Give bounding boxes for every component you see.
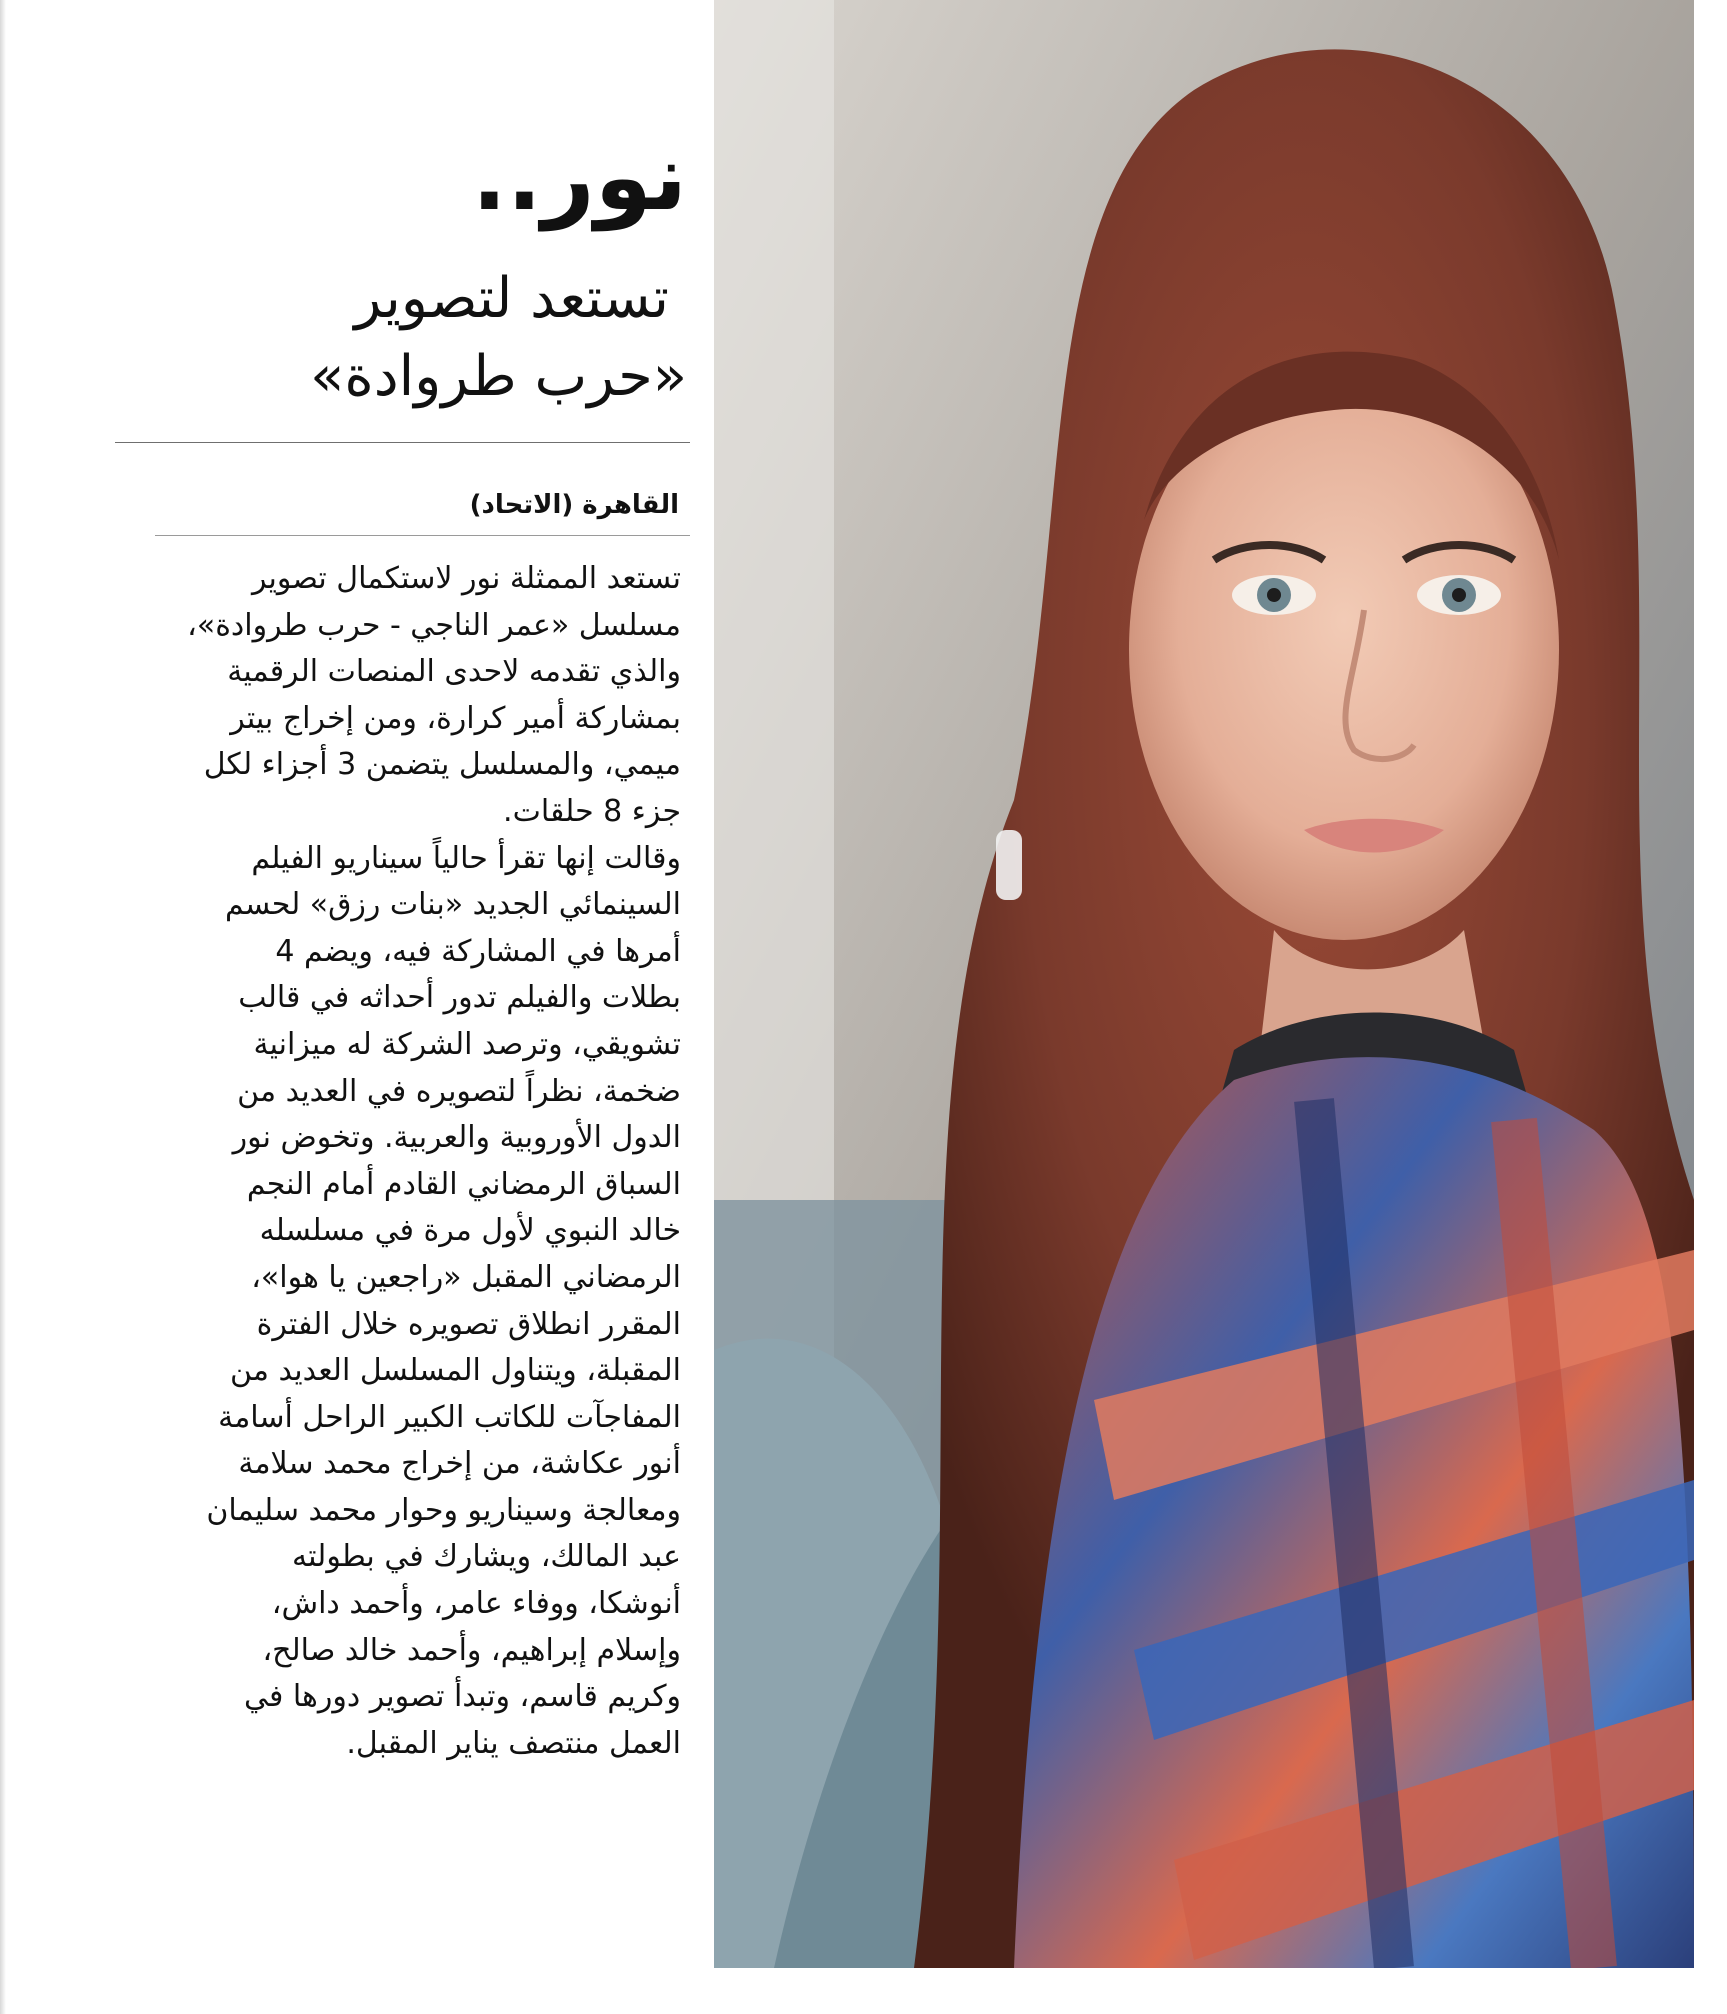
- body-line: مسلسل «عمر الناجي - حرب طروادة»،: [187, 607, 681, 643]
- body-line: ميمي، والمسلسل يتضمن 3 أجزاء لكل: [203, 747, 681, 783]
- body-line: جزء 8 حلقات.: [503, 793, 681, 829]
- body-line: وقالت إنها تقرأ حالياً سيناريو الفيلم: [251, 840, 681, 876]
- body-line: السباق الرمضاني القادم أمام النجم: [246, 1166, 681, 1202]
- body-line: أنوشكا، ووفاء عامر، وأحمد داش،: [271, 1586, 681, 1622]
- body-line: المفاجآت للكاتب الكبير الراحل أسامة: [218, 1399, 681, 1435]
- body-line: تستعد الممثلة نور لاستكمال تصوير: [251, 561, 681, 596]
- body-line: أمرها في المشاركة فيه، ويضم 4: [275, 933, 681, 969]
- body-line: تشويقي، وترصد الشركة له ميزانية: [253, 1026, 681, 1062]
- article-body: [126, 556, 681, 1767]
- body-line: السينمائي الجديد «بنات رزق» لحسم: [225, 887, 681, 923]
- body-line: العمل منتصف يناير المقبل.: [346, 1725, 681, 1761]
- article-paragraph: [126, 556, 681, 1767]
- headline-title: نور..: [471, 124, 687, 231]
- body-line: وكريم قاسم، وتبدأ تصوير دورها في: [244, 1679, 681, 1715]
- body-line: المقرر انطلاق تصويره خلال الفترة: [256, 1306, 681, 1342]
- body-line: ضخمة، نظراً لتصويره في العديد من: [237, 1073, 681, 1109]
- portrait-photo: [714, 0, 1694, 1968]
- body-line: خالد النبوي لأول مرة في مسلسله: [259, 1213, 681, 1249]
- body-line: المقبلة، ويتناول المسلسل العديد من: [230, 1353, 681, 1389]
- byline: القاهرة (الاتحاد): [469, 490, 679, 520]
- body-line: الدول الأوروبية والعربية. وتخوض نور: [232, 1120, 681, 1156]
- byline-divider: [155, 535, 690, 536]
- body-line: ومعالجة وسيناريو وحوار محمد سليمان: [206, 1492, 681, 1528]
- body-line: عبد المالك، ويشارك في بطولته: [292, 1539, 681, 1575]
- headline-divider: [115, 442, 690, 443]
- body-line: الرمضاني المقبل «راجعين يا هوا»،: [251, 1259, 681, 1295]
- body-line: أنور عكاشة، من إخراج محمد سلامة: [238, 1446, 681, 1482]
- body-line: والذي تقدمه لاحدى المنصات الرقمية: [227, 654, 681, 690]
- body-line: وإسلام إبراهيم، وأحمد خالد صالح،: [262, 1632, 681, 1668]
- portrait-illustration: [714, 0, 1694, 1968]
- article-headline: [87, 118, 687, 416]
- body-line: بمشاركة أمير كرارة، ومن إخراج بيتر: [230, 700, 681, 736]
- body-line: بطلات والفيلم تدور أحداثه في قالب: [238, 980, 681, 1016]
- headline-subtitle-line1: تستعد لتصوير: [354, 266, 669, 331]
- page-edge: [0, 0, 6, 2014]
- headline-subtitle-line2: «حرب طروادة»: [310, 344, 687, 409]
